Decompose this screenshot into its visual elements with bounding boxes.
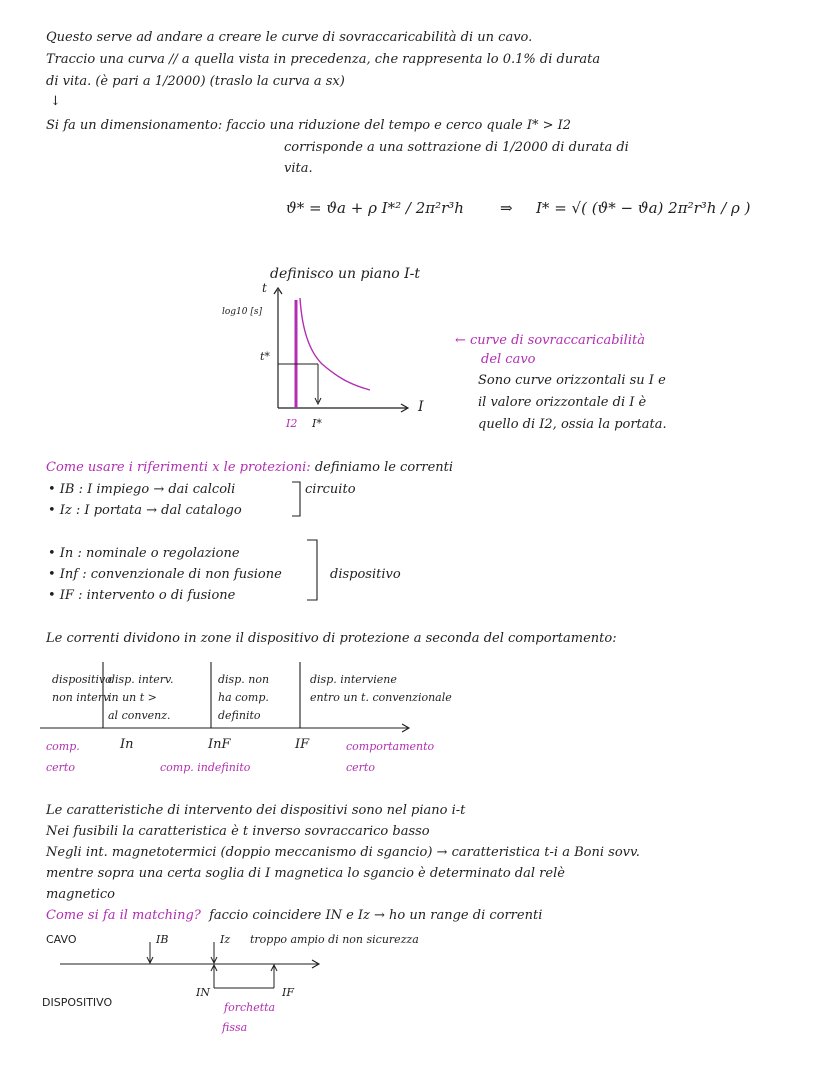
bottom-line-5: magnetico [46,887,115,902]
formula-theta-star: ϑ* = ϑa + ρ I*² / 2π²r³h [286,199,464,217]
in-label: IN [196,986,210,999]
bottom-line-4: mentre sopra una certa soglia di I magnetica lo sgancio è determinato dal relè [46,866,565,881]
dim-line-2: corrisponde a una sottrazione di 1/2000 di durata di [284,140,629,155]
currents-heading-rest: definiamo le correnti [310,460,454,475]
circuit-label: circuito [305,482,356,497]
t-axis-label: t [262,281,267,295]
comp-certo-right-2: certo [346,761,375,774]
iz-label: Iz [220,933,231,946]
bottom-line-2: Nei fusibili la caratteristica è t inverso sovraccarico basso [46,824,430,839]
formula-i-star: I* = √( (ϑ* − ϑa) 2π²r³h / ρ ) [536,199,751,217]
comp-certo-left-1: comp. [46,740,80,753]
bottom-line-3: Negli int. magnetotermici (doppio meccanismo di sgancio) → caratteristica t-i a Boni sovv. [46,845,640,860]
zone2-line-3: al convenz. [108,709,171,722]
device-bracket [305,538,325,604]
comp-indefinito: comp. indefinito [160,761,251,774]
zone3-line-1: disp. non [218,673,270,686]
dim-line-1: Si fa un dimensionamento: faccio una riduzione del tempo e cerco quale I* > I2 [46,118,572,133]
overload-curve [300,298,370,390]
dim-line-3: vita. [284,161,313,176]
curve-note-line-3: Sono curve orizzontali su I e [478,373,666,388]
intro-line-3: di vita. (è pari a 1/2000) (traslo la curva a sx) [46,74,345,89]
device-label: dispositivo [330,567,401,582]
t-star-label: t* [260,350,270,363]
curve-note-line-4: il valore orizzontale di I è [478,395,647,410]
matching-question: Come si fa il matching? [46,908,201,923]
zone4-line-2: entro un t. convenzionale [310,691,452,704]
comp-certo-right-1: comportamento [346,740,435,753]
ib-label: IB [156,933,169,946]
implies-arrow: ⇒ [500,199,513,217]
zone2-line-1: disp. interv. [108,673,174,686]
plane-definition: definisco un piano I-t [270,266,421,282]
zone3-line-3: definito [218,709,261,722]
matching-answer: faccio coincidere IN e Iz → ho un range di correnti [209,908,543,923]
current-if: • IF : intervento o di fusione [48,588,236,603]
zone2-line-2: in un t > [108,691,157,704]
tick-if: IF [295,737,310,752]
current-in: • In : nominale o regolazione [48,546,240,561]
down-arrow: ↓ [50,94,61,109]
troppo-label: troppo ampio di non sicurezza [250,933,419,946]
tick-inf: InF [208,737,231,752]
zone3-line-2: ha comp. [218,691,269,704]
zones-intro: Le correnti dividono in zone il dispositivo di protezione a seconda del comportamento: [46,631,617,646]
zone4-line-1: disp. interviene [310,673,397,686]
currents-heading-magenta: Come usare i riferimenti x le protezioni: [46,460,311,475]
intro-line-1: Questo serve ad andare a creare le curve di sovraccaricabilità di un cavo. [46,30,533,45]
current-iz: • Iz : I portata → dal catalogo [48,503,242,518]
i-axis-label: I [418,399,424,415]
tick-in: In [120,737,134,752]
bottom-line-1: Le caratteristiche di intervento dei dispositivi sono nel piano i-t [46,803,466,818]
currents-heading [46,460,453,476]
comp-certo-left-2: certo [46,761,75,774]
i2-label: I2 [286,417,298,430]
matching-line [46,908,542,924]
forchetta-line-1: forchetta [224,1001,276,1014]
intro-line-2: Traccio una curva // a quella vista in precedenza, che rappresenta lo 0.1% di durata [46,52,601,67]
zone1-line-1: dispositivo [52,673,112,686]
cavo-label: CAVO [46,933,77,946]
zone1-line-2: non interv. [52,691,112,704]
curve-note-line-2: del cavo [481,352,536,367]
dispositivo-label: DISPOSITIVO [42,996,113,1009]
log-label: log10 [s] [222,307,263,317]
current-ib: • IB : I impiego → dai calcoli [48,482,236,497]
curve-note-title: ← curve di sovraccaricabilità [455,333,645,348]
if-label: IF [282,986,294,999]
i-star-label: I* [312,417,322,430]
current-inf: • Inf : convenzionale di non fusione [48,567,282,582]
it-plot [222,280,432,430]
curve-note-line-5: quello di I2, ossia la portata. [478,417,667,432]
forchetta-line-2: fissa [222,1021,248,1034]
